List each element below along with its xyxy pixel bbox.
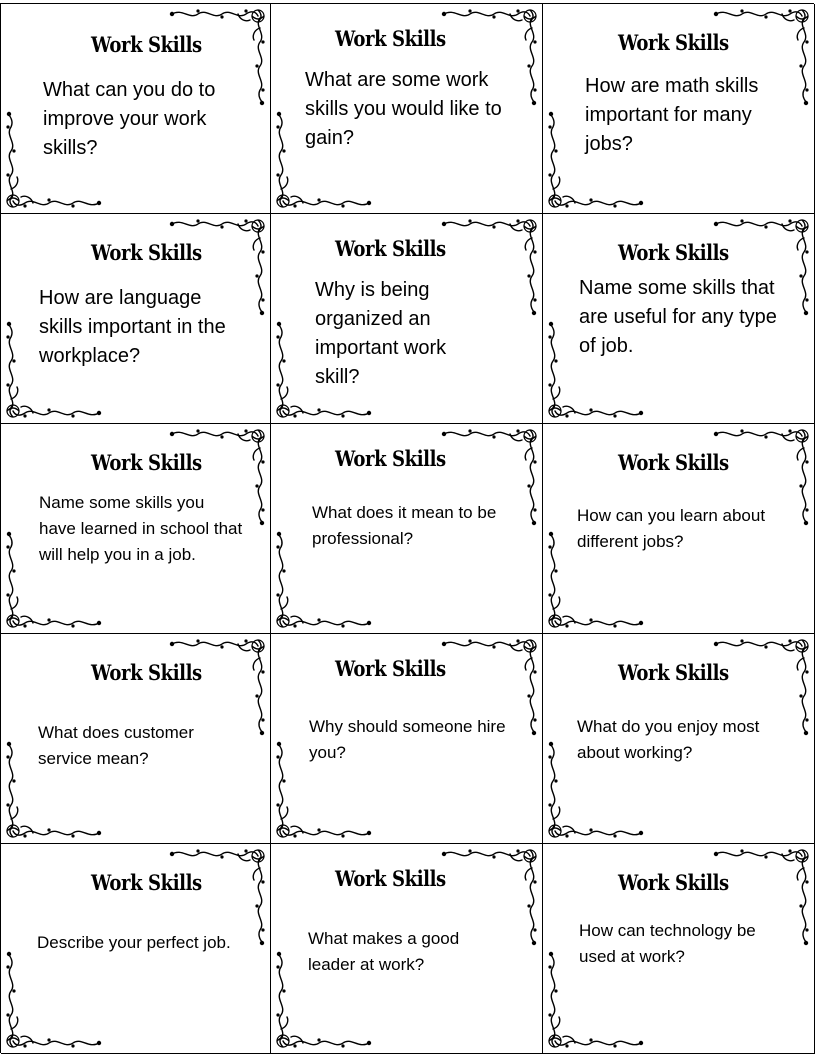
card-title: Work Skills — [618, 30, 729, 55]
corner-flourish-icon — [168, 216, 268, 316]
card-title: Work Skills — [618, 660, 729, 685]
card-3 — [543, 4, 815, 214]
card-12 — [543, 634, 815, 844]
card-4 — [1, 214, 271, 424]
card-title: Work Skills — [91, 32, 202, 57]
card-title: Work Skills — [335, 26, 446, 51]
corner-flourish-icon — [273, 531, 373, 631]
corner-flourish-icon — [3, 741, 103, 841]
corner-flourish-icon — [273, 951, 373, 1051]
card-15 — [543, 844, 815, 1054]
card-title: Work Skills — [618, 870, 729, 895]
corner-flourish-icon — [545, 321, 645, 421]
corner-flourish-icon — [273, 111, 373, 211]
corner-flourish-icon — [712, 426, 812, 526]
card-sheet — [0, 3, 814, 1053]
corner-flourish-icon — [440, 636, 540, 736]
card-title: Work Skills — [335, 656, 446, 681]
card-title: Work Skills — [335, 236, 446, 261]
corner-flourish-icon — [440, 846, 540, 946]
card-6 — [543, 214, 815, 424]
corner-flourish-icon — [712, 6, 812, 106]
corner-flourish-icon — [712, 216, 812, 316]
corner-flourish-icon — [440, 6, 540, 106]
corner-flourish-icon — [545, 531, 645, 631]
corner-flourish-icon — [440, 216, 540, 316]
corner-flourish-icon — [168, 6, 268, 106]
card-question: What can you do to improve your work skills? — [43, 79, 216, 159]
corner-flourish-icon — [545, 951, 645, 1051]
card-title: Work Skills — [335, 446, 446, 471]
corner-flourish-icon — [273, 741, 373, 841]
corner-flourish-icon — [273, 321, 373, 421]
card-8 — [271, 424, 543, 634]
card-title: Work Skills — [91, 870, 202, 895]
corner-flourish-icon — [545, 741, 645, 841]
corner-flourish-icon — [712, 846, 812, 946]
card-1 — [1, 4, 271, 214]
corner-flourish-icon — [712, 636, 812, 736]
corner-flourish-icon — [168, 846, 268, 946]
card-title: Work Skills — [618, 240, 729, 265]
card-question: How can technology be used at work? — [579, 921, 756, 966]
card-question: How are math skills important for many jobs? — [585, 75, 759, 155]
card-question: How are language skills important in the workplace? — [39, 287, 226, 367]
card-5 — [271, 214, 543, 424]
card-13 — [1, 844, 271, 1054]
corner-flourish-icon — [3, 951, 103, 1051]
card-10 — [1, 634, 271, 844]
card-2 — [271, 4, 543, 214]
corner-flourish-icon — [168, 636, 268, 736]
card-14 — [271, 844, 543, 1054]
corner-flourish-icon — [168, 426, 268, 526]
corner-flourish-icon — [440, 426, 540, 526]
card-question: What are some work skills you would like to gain? — [305, 69, 502, 149]
card-question: How can you learn about different jobs? — [577, 506, 766, 551]
card-question: What makes a good leader at work? — [308, 929, 460, 974]
card-title: Work Skills — [91, 660, 202, 685]
corner-flourish-icon — [3, 321, 103, 421]
card-title: Work Skills — [618, 450, 729, 475]
card-title: Work Skills — [91, 240, 202, 265]
card-11 — [271, 634, 543, 844]
card-question: What does customer service mean? — [38, 723, 194, 768]
card-question: Describe your perfect job. — [37, 933, 231, 952]
card-question: Name some skills that are useful for any type of job. — [579, 277, 777, 357]
corner-flourish-icon — [3, 111, 103, 211]
card-question: What do you enjoy most about working? — [577, 717, 760, 762]
corner-flourish-icon — [545, 111, 645, 211]
card-7 — [1, 424, 271, 634]
card-question: Name some skills you have learned in school that will help you in a job. — [39, 493, 243, 564]
card-title: Work Skills — [91, 450, 202, 475]
card-title: Work Skills — [335, 866, 446, 891]
card-9 — [543, 424, 815, 634]
card-question: Why is being organized an important work skill? — [315, 279, 447, 388]
corner-flourish-icon — [3, 531, 103, 631]
card-question: What does it mean to be professional? — [312, 503, 497, 548]
card-question: Why should someone hire you? — [309, 717, 506, 762]
